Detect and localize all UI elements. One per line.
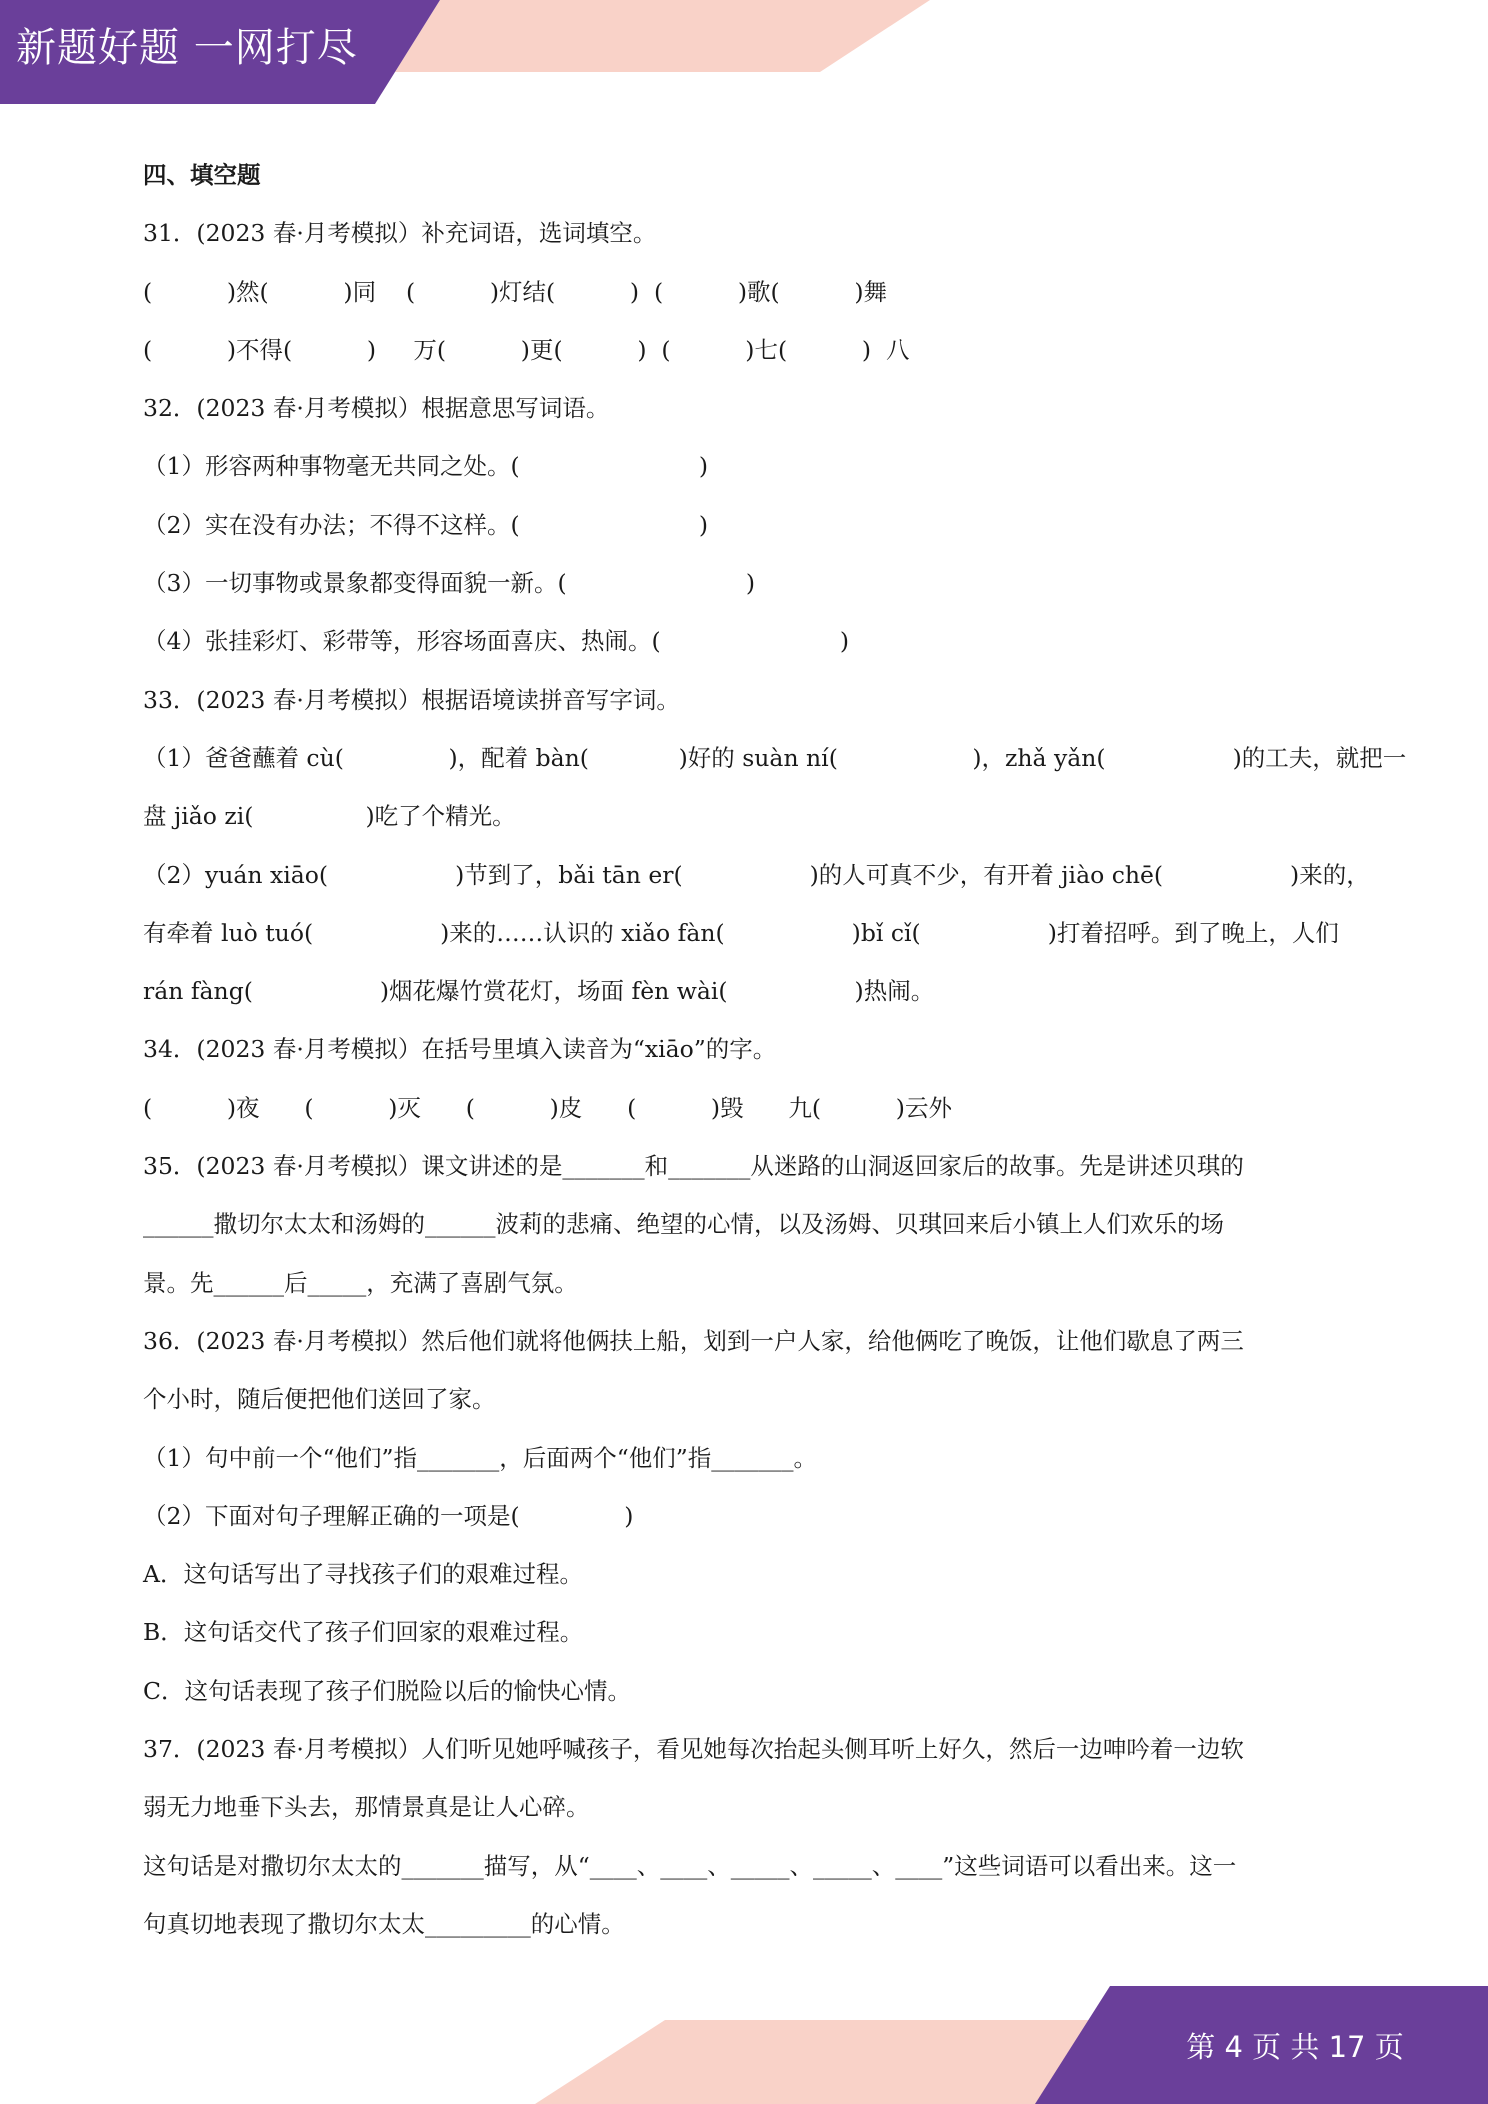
q35-line-2: ______撒切尔太太和汤姆的______波莉的悲痛、绝望的心情，以及汤姆、贝琪回来后小镇上人们欢乐的场 (143, 1210, 1224, 1239)
q32-item-2: （2）实在没有办法；不得不这样。( ) (143, 510, 709, 539)
q33-prompt: 33．(2023 春·月考模拟）根据语境读拼音写字词。 (143, 685, 680, 714)
q32-item-1: （1）形容两种事物毫无共同之处。( ) (143, 452, 709, 481)
page-number: 第 4 页 共 17 页 (1186, 2030, 1404, 2064)
q32-item-4: （4）张挂彩灯、彩带等，形容场面喜庆、热闹。( ) (143, 627, 850, 656)
q31-blanks-row-1: ( )然( )同 ( )灯结( ) ( )歌( )舞 (143, 277, 888, 306)
q36-line-1: 36．(2023 春·月考模拟）然后他们就将他俩扶上船，划到一户人家，给他俩吃了晚饭，让他们歇息了两三 (143, 1326, 1244, 1355)
q33-item-2-line-3: rán fàng( )烟花爆竹赏花灯，场面 fèn wài( )热闹。 (143, 977, 935, 1006)
q34-blanks: ( )夜 ( )灭 ( )皮 ( )毁 九( )云外 (143, 1093, 952, 1122)
q34-prompt: 34．(2023 春·月考模拟）在括号里填入读音为“xiāo”的字。 (143, 1035, 777, 1064)
header-title: 新题好题 一网打尽 (16, 25, 358, 71)
q32-item-3: （3）一切事物或景象都变得面貌一新。( ) (143, 569, 756, 598)
q33-item-2-line-1: （2）yuán xiāo( )节到了，bǎi tān er( )的人可真不少，有开着 jiào chē( )来的， (143, 860, 1370, 889)
q36-line-2: 个小时，随后便把他们送回了家。 (143, 1385, 496, 1414)
q36-option-a: A．这句话写出了寻找孩子们的艰难过程。 (143, 1560, 583, 1589)
q37-line-2: 弱无力地垂下头去，那情景真是让人心碎。 (143, 1793, 590, 1822)
q31-blanks-row-2: ( )不得( ) 万( )更( ) ( )七( ) 八 (143, 335, 910, 364)
q31-prompt: 31．(2023 春·月考模拟）补充词语，选词填空。 (143, 219, 657, 248)
worksheet-content (143, 146, 1407, 1953)
q37-line-3: 这句话是对撒切尔太太的_______描写，从“____、____、_____、_____、____”这些词语可以看出来。这一 (143, 1851, 1237, 1880)
q36-option-c: C．这句话表现了孩子们脱险以后的愉快心情。 (143, 1676, 631, 1705)
section-heading: 四、填空题 (143, 161, 261, 189)
banner-pink-stripe (395, 0, 930, 72)
q36-item-1: （1）句中前一个“他们”指_______，后面两个“他们”指_______。 (143, 1443, 818, 1472)
q33-item-2-line-2: 有牵着 luò tuó( )来的……认识的 xiǎo fàn( )bǐ cǐ( )打着招呼。到了晚上，人们 (143, 918, 1339, 947)
q37-line-1: 37．(2023 春·月考模拟）人们听见她呼喊孩子，看见她每次抬起头侧耳听上好久，然后一边呻吟着一边软 (143, 1735, 1244, 1764)
q37-line-4: 句真切地表现了撒切尔太太_________的心情。 (143, 1909, 625, 1938)
q32-prompt: 32．(2023 春·月考模拟）根据意思写词语。 (143, 394, 610, 423)
q35-line-1: 35．(2023 春·月考模拟）课文讲述的是_______和_______从迷路的山洞返回家后的故事。先是讲述贝琪的 (143, 1152, 1244, 1181)
q36-option-b: B．这句话交代了孩子们回家的艰难过程。 (143, 1618, 584, 1647)
q33-item-1-line-2: 盘 jiǎo zi( )吃了个精光。 (143, 802, 516, 831)
q35-line-3: 景。先______后_____，充满了喜剧气氛。 (143, 1268, 578, 1297)
q36-item-2: （2）下面对句子理解正确的一项是( ) (143, 1501, 634, 1530)
q33-item-1-line-1: （1）爸爸蘸着 cù( )，配着 bàn( )好的 suàn ní( )，zhǎ yǎn( )的工夫，就把一 (143, 743, 1407, 772)
